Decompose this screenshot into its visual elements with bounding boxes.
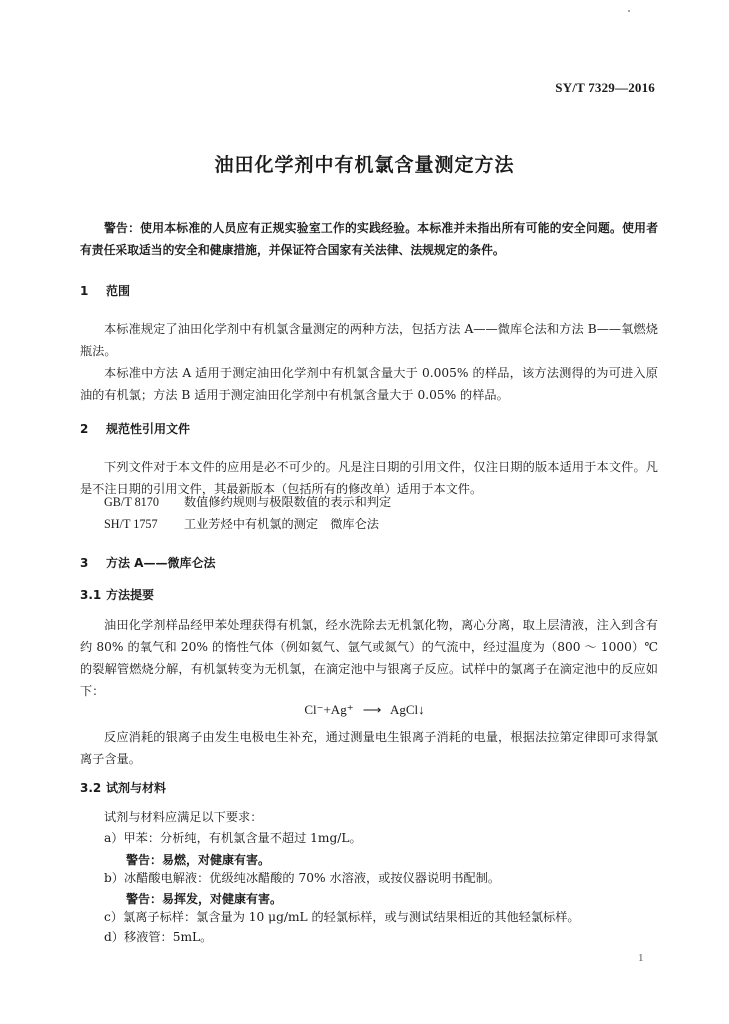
reference-title: 工业芳烃中有机氯的测定 微库仑法 bbox=[184, 517, 379, 531]
section-number: 3.1 bbox=[80, 588, 102, 602]
scope-paragraph-2: 本标准中方法 A 适用于测定油田化学剂中有机氯含量大于 0.005% 的样品，该方法测得的为可进入原油的有机氯；方法 B 适用于测定油田化学剂中有机氯含量大于 0.05% 的样品。 bbox=[80, 366, 658, 402]
document-title: 油田化学剂中有机氯含量测定方法 bbox=[214, 154, 515, 176]
reagent-item: b）冰醋酸电解液：优级纯冰醋酸的 70% 水溶液，或按仪器说明书配制。 bbox=[104, 871, 501, 885]
page-number: 1 bbox=[638, 952, 644, 964]
warning-paragraph: 警告：使用本标准的人员应有正规实验室工作的实践经验。本标准并未指出所有可能的安全问题。使用者有责任采取适当的安全和健康措施，并保证符合国家有关法律、法规规定的条件。 bbox=[80, 221, 658, 257]
reference-item bbox=[104, 515, 379, 532]
section-3-heading bbox=[80, 554, 215, 571]
reference-item bbox=[104, 493, 391, 510]
section-1-heading bbox=[80, 282, 130, 299]
section-number: 1 bbox=[80, 284, 89, 298]
method-summary-paragraph: 油田化学剂样品经甲苯处理获得有机氯，经水洗除去无机氯化物，离心分离，取上层清液，注入到含有约 80% 的氧气和 20% 的惰性气体（例如氦气、氩气或氮气）的气流中，经过温度为（800 ～ 1000）℃的裂解管燃烧分解，有机氯转变为无机氯，在滴定池中与银离子反应。试样中的氯离子在滴定池中的反应如下： bbox=[80, 618, 658, 698]
reagents-intro: 试剂与材料应满足以下要求： bbox=[104, 810, 263, 824]
section-number: 3 bbox=[80, 556, 89, 570]
references-paragraph: 下列文件对于本文件的应用是必不可少的。凡是注日期的引用文件，仅注日期的版本适用于本文件。凡是不注日期的引用文件，其最新版本（包括所有的修改单）适用于本文件。 bbox=[80, 460, 658, 496]
method-summary-paragraph-2: 反应消耗的银离子由发生电极电生补充，通过测量电生银离子消耗的电量，根据法拉第定律即可求得氯离子含量。 bbox=[80, 730, 658, 766]
scan-speck bbox=[628, 10, 630, 12]
reagent-item: a）甲苯：分析纯，有机氯含量不超过 1mg/L。 bbox=[104, 831, 362, 845]
reference-code: SH/T 1757 bbox=[104, 517, 158, 531]
section-title: 规范性引用文件 bbox=[106, 422, 191, 436]
reagent-warning: 警告：易燃，对健康有害。 bbox=[126, 853, 271, 867]
section-title: 试剂与材料 bbox=[106, 781, 167, 795]
reagent-item: d）移液管：5mL。 bbox=[104, 930, 213, 944]
standard-code: SY/T 7329—2016 bbox=[555, 80, 655, 95]
section-title: 范围 bbox=[106, 284, 131, 298]
reagent-warning: 警告：易挥发，对健康有害。 bbox=[126, 892, 283, 906]
reference-code: GB/T 8170 bbox=[104, 495, 159, 509]
reagent-item: c）氯离子标样：氯含量为 10 μg/mL 的轻氯标样，或与测试结果相近的其他轻氯标样。 bbox=[104, 910, 580, 924]
section-3-2-heading bbox=[80, 779, 166, 796]
reaction-formula: Cl⁻+Ag⁺ ⟶ AgCl↓ bbox=[304, 702, 425, 717]
section-title: 方法提要 bbox=[106, 588, 155, 602]
reference-title: 数值修约规则与极限数值的表示和判定 bbox=[184, 495, 392, 509]
section-number: 2 bbox=[80, 422, 89, 436]
section-title: 方法 A——微库仑法 bbox=[106, 556, 216, 570]
section-3-1-heading bbox=[80, 586, 154, 603]
section-number: 3.2 bbox=[80, 781, 102, 795]
scope-paragraph-1: 本标准规定了油田化学剂中有机氯含量测定的两种方法，包括方法 A——微库仑法和方法 B——氧燃烧瓶法。 bbox=[80, 322, 658, 358]
section-2-heading bbox=[80, 420, 190, 437]
